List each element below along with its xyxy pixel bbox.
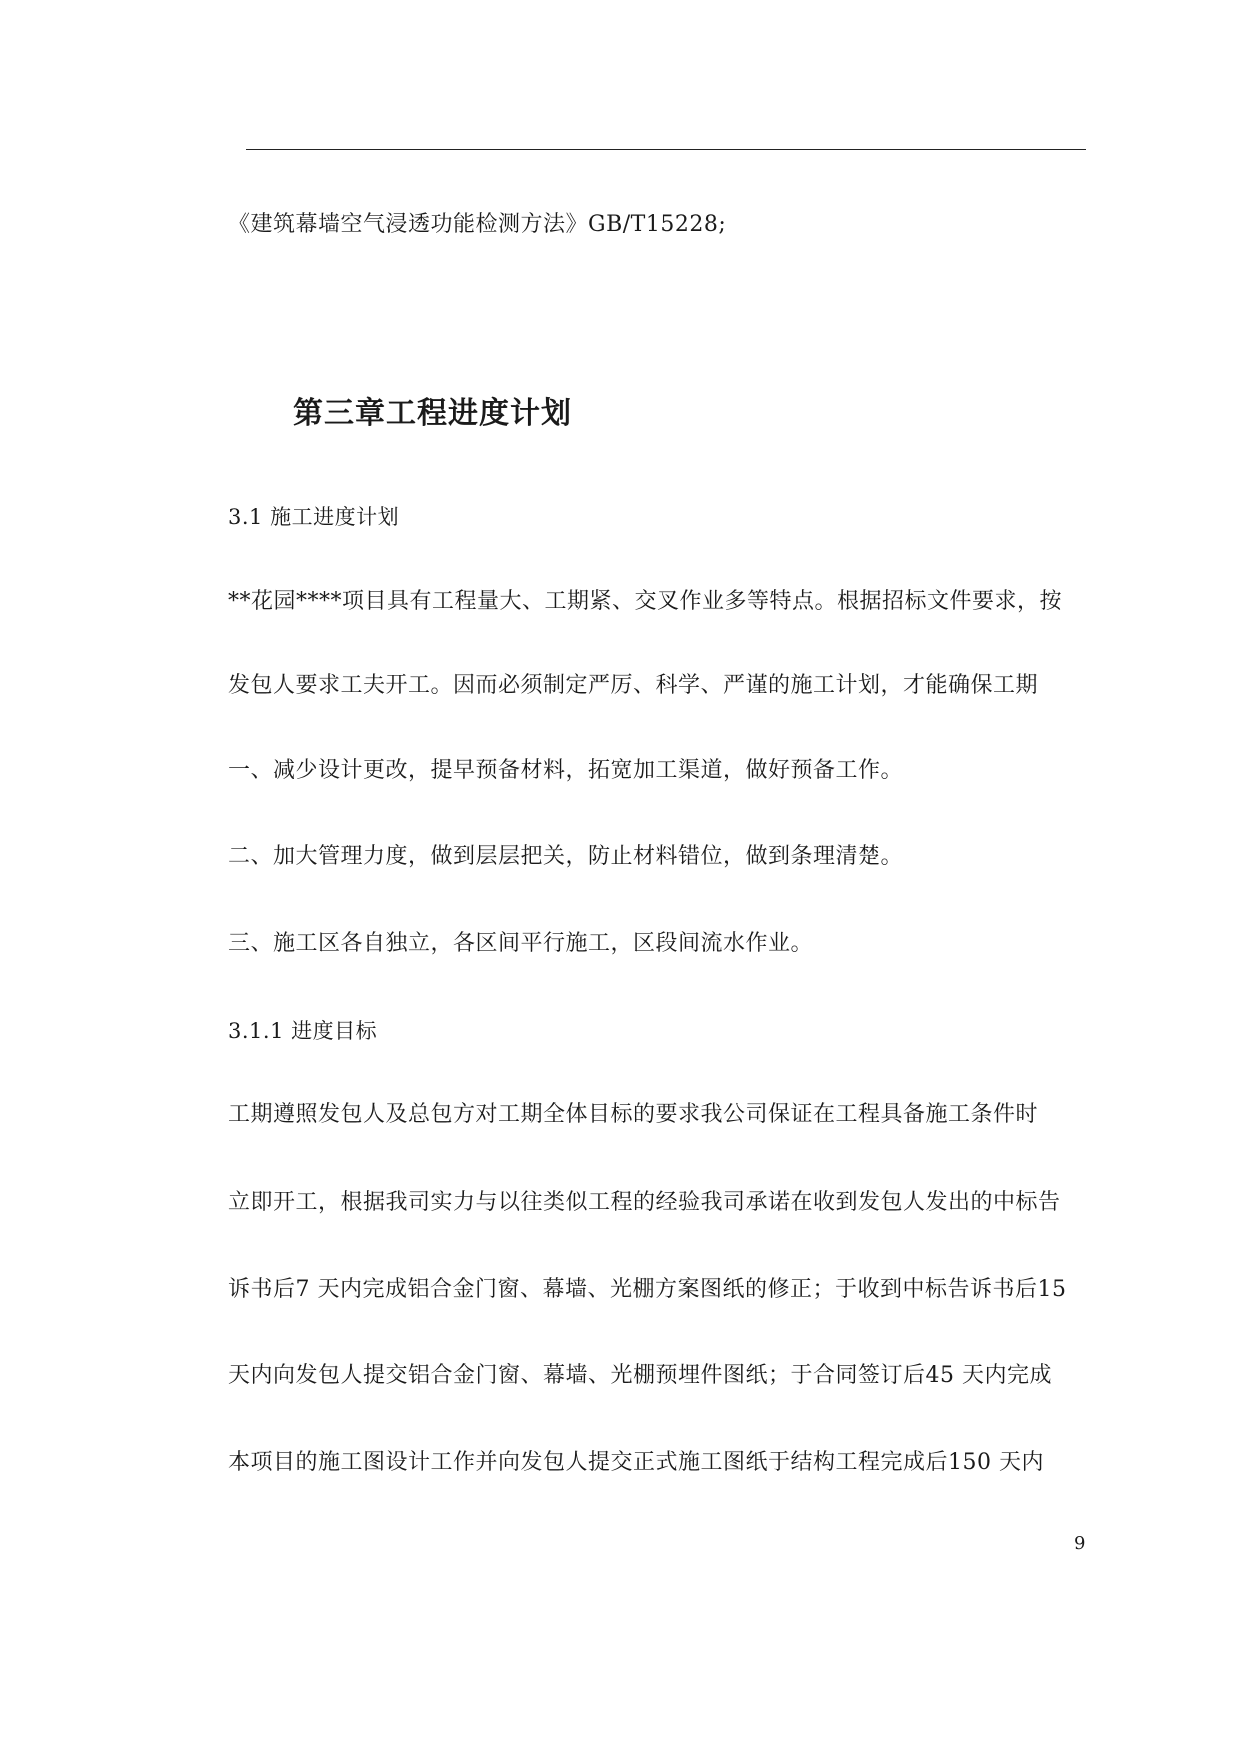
section-heading-3-1: 3.1 施工进度计划 xyxy=(228,505,400,529)
measure-item-2: 二、加大管理力度，做到层层把关，防止材料错位，做到条理清楚。 xyxy=(228,844,904,869)
target-line-4: 天内向发包人提交铝合金门窗、幕墙、光棚预埋件图纸；于合同签订后45 天内完成 xyxy=(228,1363,1052,1388)
header-rule xyxy=(246,149,1086,150)
target-line-2: 立即开工，根据我司实力与以往类似工程的经验我司承诺在收到发包人发出的中标告 xyxy=(228,1190,1061,1215)
section-heading-3-1-1: 3.1.1 进度目标 xyxy=(228,1019,378,1043)
page-number: 9 xyxy=(1074,1533,1086,1554)
measure-item-3: 三、施工区各自独立，各区间平行施工，区段间流水作业。 xyxy=(228,931,814,956)
measure-item-1: 一、减少设计更改，提早预备材料，拓宽加工渠道，做好预备工作。 xyxy=(228,758,904,783)
target-line-3: 诉书后7 天内完成铝合金门窗、幕墙、光棚方案图纸的修正；于收到中标告诉书后15 xyxy=(228,1277,1067,1302)
intro-line-2: 发包人要求工夫开工。因而必须制定严厉、科学、严谨的施工计划，才能确保工期 xyxy=(228,673,1039,698)
reference-standard-line: 《建筑幕墙空气浸透功能检测方法》GB/T15228; xyxy=(228,212,727,237)
target-line-1: 工期遵照发包人及总包方对工期全体目标的要求我公司保证在工程具备施工条件时 xyxy=(228,1102,1039,1127)
intro-line-1: **花园****项目具有工程量大、工期紧、交叉作业多等特点。根据招标文件要求，按 xyxy=(228,589,1063,614)
target-line-5: 本项目的施工图设计工作并向发包人提交正式施工图纸于结构工程完成后150 天内 xyxy=(228,1450,1044,1475)
chapter-title: 第三章工程进度计划 xyxy=(293,396,572,431)
